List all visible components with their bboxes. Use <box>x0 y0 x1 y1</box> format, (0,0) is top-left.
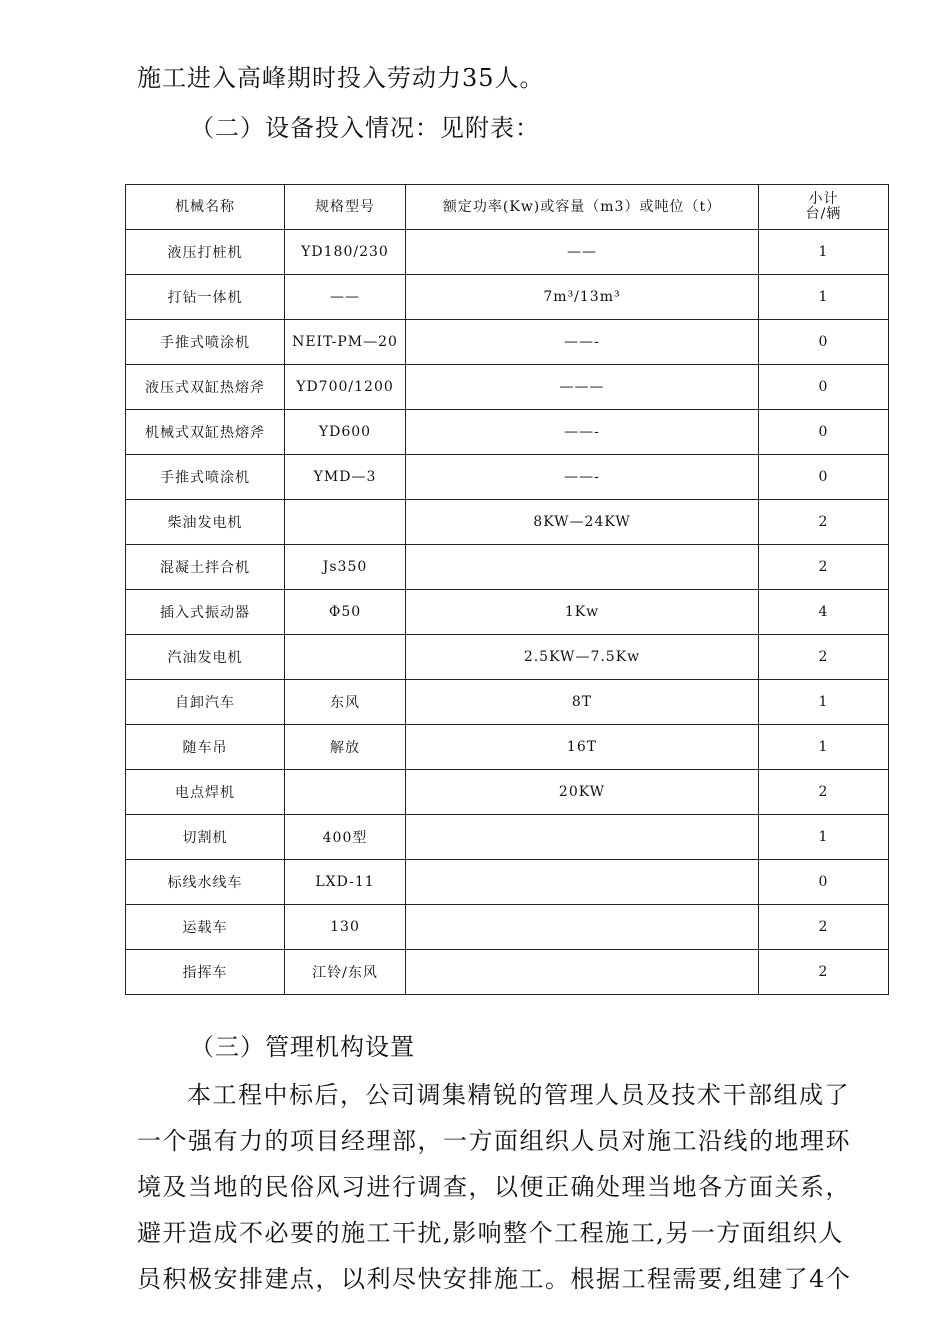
cell-name: 标线水线车 <box>126 860 285 905</box>
cell-name: 混凝土拌合机 <box>126 545 285 590</box>
section-heading-equipment: （二）设备投入情况：见附表： <box>190 114 540 142</box>
table-row <box>126 590 889 635</box>
cell-name: 柴油发电机 <box>126 500 285 545</box>
table-row <box>126 905 889 950</box>
cell-model: YMD—3 <box>285 455 406 500</box>
cell-count: 2 <box>759 500 889 545</box>
cell-capacity: ——- <box>406 320 759 365</box>
cell-model: NEIT-PM—20 <box>285 320 406 365</box>
table-header-row <box>126 185 889 230</box>
cell-name: 电点焊机 <box>126 770 285 815</box>
cell-name: 随车吊 <box>126 725 285 770</box>
cell-count: 0 <box>759 320 889 365</box>
cell-model: 解放 <box>285 725 406 770</box>
cell-name: 打钻一体机 <box>126 275 285 320</box>
cell-count: 1 <box>759 815 889 860</box>
cell-model: YD180/230 <box>285 230 406 275</box>
table-row <box>126 815 889 860</box>
cell-model: Φ50 <box>285 590 406 635</box>
cell-count: 4 <box>759 590 889 635</box>
table-row <box>126 320 889 365</box>
cell-capacity: 2.5KW—7.5Kw <box>406 635 759 680</box>
paragraph-labor-force: 施工进入高峰期时投入劳动力35人。 <box>137 64 545 92</box>
cell-name: 液压式双缸热熔斧 <box>126 365 285 410</box>
header-count-line1: 小计 <box>808 191 839 207</box>
header-model: 规格型号 <box>285 185 406 230</box>
cell-capacity <box>406 950 759 995</box>
cell-capacity: ——— <box>406 365 759 410</box>
cell-capacity <box>406 815 759 860</box>
table-row <box>126 365 889 410</box>
cell-model <box>285 770 406 815</box>
cell-model: LXD-11 <box>285 860 406 905</box>
cell-capacity: 20KW <box>406 770 759 815</box>
cell-name: 手推式喷涂机 <box>126 320 285 365</box>
cell-name: 指挥车 <box>126 950 285 995</box>
cell-capacity <box>406 545 759 590</box>
paragraph-line: 一个强有力的项目经理部，一方面组织人员对施工沿线的地理环 <box>137 1127 851 1155</box>
equipment-table <box>125 184 889 995</box>
cell-count: 2 <box>759 950 889 995</box>
paragraph-line: 本工程中标后，公司调集精锐的管理人员及技术干部组成了 <box>187 1081 850 1109</box>
cell-model: 东风 <box>285 680 406 725</box>
cell-name: 手推式喷涂机 <box>126 455 285 500</box>
cell-capacity <box>406 905 759 950</box>
cell-name: 液压打桩机 <box>126 230 285 275</box>
table-row <box>126 410 889 455</box>
cell-capacity: ——- <box>406 455 759 500</box>
cell-capacity <box>406 860 759 905</box>
header-count-line2: 台/辆 <box>805 206 842 222</box>
cell-capacity: 16T <box>406 725 759 770</box>
cell-count: 0 <box>759 410 889 455</box>
table-row <box>126 860 889 905</box>
table-row <box>126 230 889 275</box>
table-row <box>126 275 889 320</box>
cell-model <box>285 500 406 545</box>
cell-count: 2 <box>759 770 889 815</box>
section-heading-management: （三）管理机构设置 <box>190 1033 415 1061</box>
cell-capacity: 7m³/13m³ <box>406 275 759 320</box>
table-row <box>126 455 889 500</box>
cell-capacity: —— <box>406 230 759 275</box>
cell-count: 2 <box>759 635 889 680</box>
table-row <box>126 680 889 725</box>
cell-count: 0 <box>759 455 889 500</box>
table-row <box>126 770 889 815</box>
cell-name: 汽油发电机 <box>126 635 285 680</box>
cell-name: 插入式振动器 <box>126 590 285 635</box>
cell-count: 2 <box>759 905 889 950</box>
cell-model: 400型 <box>285 815 406 860</box>
cell-model: 130 <box>285 905 406 950</box>
cell-count: 2 <box>759 545 889 590</box>
header-count <box>759 185 889 230</box>
cell-count: 0 <box>759 860 889 905</box>
cell-count: 1 <box>759 230 889 275</box>
cell-name: 运载车 <box>126 905 285 950</box>
cell-capacity: 8T <box>406 680 759 725</box>
cell-count: 1 <box>759 725 889 770</box>
table-row <box>126 545 889 590</box>
table-row <box>126 500 889 545</box>
header-machine-name: 机械名称 <box>126 185 285 230</box>
table-row <box>126 950 889 995</box>
cell-count: 0 <box>759 365 889 410</box>
table-row <box>126 635 889 680</box>
cell-capacity: 1Kw <box>406 590 759 635</box>
management-paragraph <box>137 1072 865 1302</box>
header-capacity: 额定功率(Kw)或容量（m3）或吨位（t） <box>406 185 759 230</box>
paragraph-line: 避开造成不必要的施工干扰,影响整个工程施工,另一方面组织人 <box>137 1219 844 1247</box>
cell-count: 1 <box>759 680 889 725</box>
cell-count: 1 <box>759 275 889 320</box>
cell-model: YD600 <box>285 410 406 455</box>
cell-name: 机械式双缸热熔斧 <box>126 410 285 455</box>
paragraph-line: 员积极安排建点，以利尽快安排施工。根据工程需要,组建了4个 <box>137 1265 852 1293</box>
table-row <box>126 725 889 770</box>
cell-model <box>285 635 406 680</box>
cell-capacity: ——- <box>406 410 759 455</box>
cell-model: Js350 <box>285 545 406 590</box>
cell-name: 切割机 <box>126 815 285 860</box>
cell-capacity: 8KW—24KW <box>406 500 759 545</box>
cell-model: 江铃/东风 <box>285 950 406 995</box>
cell-model: —— <box>285 275 406 320</box>
paragraph-line: 境及当地的民俗风习进行调查，以便正确处理当地各方面关系， <box>137 1173 851 1201</box>
cell-model: YD700/1200 <box>285 365 406 410</box>
cell-name: 自卸汽车 <box>126 680 285 725</box>
